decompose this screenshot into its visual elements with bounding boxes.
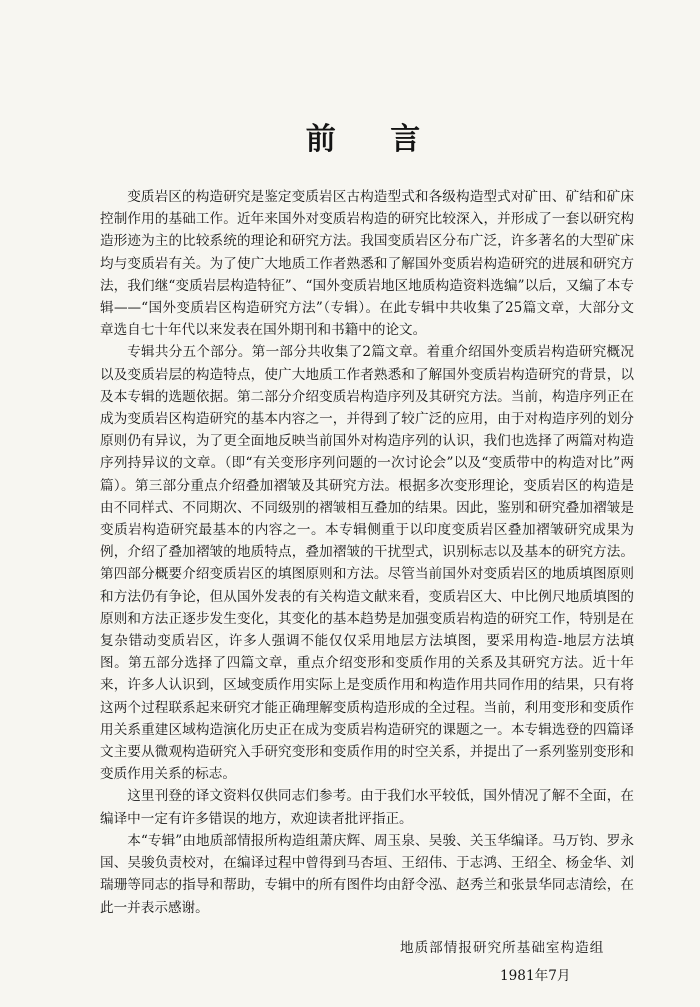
signature-organization: 地质部情报研究所基础室构造组 [400, 939, 605, 956]
signature-block [100, 937, 634, 987]
paragraph-intro: 变质岩区的构造研究是鉴定变质岩区古构造型式和各级构造型式对矿田、矿结和矿床控制作用的基础工作。近年来国外对变质岩构造的研究比较深入，并形成了一套以研究构造形迹为主的比较系统的理论和研究方法。我国变质岩区分布广泛，许多著名的大型矿床均与变质岩有关。为了使广大地质工作者熟悉和了解国外变质岩构造研究的进展和研究方法，我们继“变质岩层构造特征”、“国外变质岩地区地质构造资料选编”以后，又编了本专辑——“国外变质岩区构造研究方法”（专辑）。在此专辑中共收集了25篇文章，大部分文章选自七十年代以来发表在国外期刊和书籍中的论文。 [100, 189, 634, 339]
paragraph-disclaimer: 这里刊登的译文资料仅供同志们参考。由于我们水平较低，国外情况了解不全面，在编译中一定有许多错误的地方，欢迎读者批评指正。 [100, 788, 634, 827]
paragraph-acknowledgements: 本“专辑”由地质部情报所构造组萧庆辉、周玉泉、吴骏、关玉华编译。马万钧、罗永国、吴骏负责校对，在编译过程中曾得到马杏垣、王绍伟、于志鸿、王绍全、杨金华、刘瑞珊等同志的指导和帮助，专辑中的所有图件均由舒令泓、赵秀兰和张景华同志清绘，在此一并表示感谢。 [100, 832, 634, 916]
paragraph-contents: 专辑共分五个部分。第一部分共收集了2篇文章。着重介绍国外变质岩构造研究概况以及变质岩层的构造特点，使广大地质工作者熟悉和了解国外变质岩构造研究的背景，以及本专辑的选题依据。第二部分介绍变质岩构造序列及其研究方法。当前，构造序列正在成为变质岩区构造研究的基本内容之一，并得到了较广泛的应用，由于对构造序列的划分原则仍有异议，为了更全面地反映当前国外对构造序列的认识，我们也选择了两篇对构造序列持异议的文章。（即“有关变形序列问题的一次讨论会”以及“变质带中的构造对比”两篇）。第三部分重点介绍叠加褶皱及其研究方法。根据多次变形理论，变质岩区的构造是由不同样式、不同期次、不同级别的褶皱相互叠加的结果。因此，鉴别和研究叠加褶皱是变质岩构造研究最基本的内容之一。本专辑侧重于以印度变质岩区叠加褶皱研究成果为例，介绍了叠加褶皱的地质特点，叠加褶皱的干扰型式，识别标志以及基本的研究方法。第四部分概要介绍变质岩区的填图原则和方法。尽管当前国外对变质岩区的地质填图原则和方法仍有争论，但从国外发表的有关构造文献来看，变质岩区大、中比例尺地质填图的原则和方法正逐步发生变化，其变化的基本趋势是加强变质岩构造的研究工作，特别是在复杂错动变质岩区，许多人强调不能仅仅采用地层方法填图，要采用构造-地层方法填图。第五部分选择了四篇文章，重点介绍变形和变质作用的关系及其研究方法。近十年来，许多人认识到，区域变质作用实际上是变质作用和构造作用共同作用的结果，只有将这两个过程联系起来研究才能正确理解变质构造形成的全过程。当前，利用变形和变质作用关系重建区域构造演化历史正在成为变质岩构造研究的课题之一。本专辑选登的四篇译文主要从微观构造研究入手研究变形和变质作用的时空关系，并提出了一系列鉴别变形和变质作用关系的标志。 [100, 344, 634, 783]
preface-body [100, 186, 634, 919]
signature-date: 1981年7月 [500, 967, 571, 984]
page-title: 前 言 [305, 122, 443, 157]
